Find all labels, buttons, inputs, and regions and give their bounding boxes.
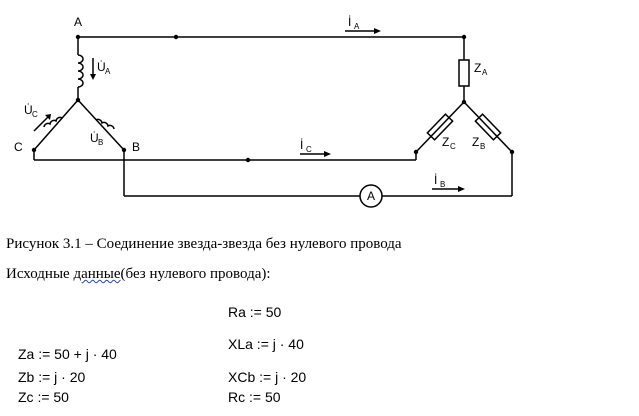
given-rest: (без нулевого провода): xyxy=(120,266,271,282)
junction-dot xyxy=(246,158,250,162)
node-c-label: C xyxy=(14,140,23,154)
current-c-label: İ xyxy=(300,138,304,152)
formula-xla: XLa := j · 40 xyxy=(228,336,304,352)
formula-ra: Ra := 50 xyxy=(228,304,282,320)
zb-sub: B xyxy=(480,142,486,151)
voltage-a-sub: A xyxy=(105,67,111,76)
node-a-label: A xyxy=(74,15,83,29)
formula-xcb: XCb := j · 20 xyxy=(228,369,307,385)
junction-dot xyxy=(414,150,418,154)
zc-label: Z xyxy=(442,135,450,149)
za-label: Z xyxy=(474,61,482,75)
voltage-b-sub: B xyxy=(98,138,104,147)
figure-caption: Рисунок 3.1 – Соединение звезда-звезда без нулевого провода xyxy=(6,236,402,252)
current-b-sub: B xyxy=(440,180,446,189)
ammeter-label: A xyxy=(367,189,376,203)
junction-dot xyxy=(32,148,36,152)
junction-dot xyxy=(122,148,126,152)
resistor-za xyxy=(459,60,469,86)
za-sub: A xyxy=(482,68,488,77)
source-coil-b xyxy=(96,119,114,129)
junction-dot xyxy=(510,150,514,154)
current-c-sub: C xyxy=(306,145,312,154)
voltage-b-label: U̇ xyxy=(90,131,99,145)
junction-dot xyxy=(462,100,466,104)
zc-sub: C xyxy=(450,142,456,151)
current-b-arrowhead xyxy=(458,186,465,192)
current-b-label: İ xyxy=(434,173,438,187)
current-a-label: İ xyxy=(348,15,352,29)
formula-rc: Rc := 50 xyxy=(228,389,281,405)
formula-zb: Zb := j · 20 xyxy=(18,369,86,385)
node-b-label: B xyxy=(132,140,141,154)
wire-load-c xyxy=(416,102,464,152)
junction-dot xyxy=(76,98,80,102)
source-coil-a xyxy=(78,55,83,87)
junction-dot xyxy=(174,35,178,39)
voltage-c-label: U̇ xyxy=(24,103,33,117)
current-c-arrowhead xyxy=(324,151,331,157)
given-data-heading xyxy=(6,266,271,283)
junction-dot xyxy=(462,35,466,39)
formula-zc: Zc := 50 xyxy=(18,389,69,405)
zb-label: Z xyxy=(472,135,480,149)
junction-dot xyxy=(76,35,80,39)
formula-za: Za := 50 + j · 40 xyxy=(18,346,117,362)
voltage-c-sub: C xyxy=(32,110,38,119)
current-a-arrowhead xyxy=(374,28,381,34)
voltage-a-arrowhead xyxy=(90,74,96,80)
given-word-1: Исходные xyxy=(6,266,70,282)
current-a-sub: A xyxy=(354,22,360,31)
given-word-2: данные xyxy=(73,266,121,282)
voltage-a-label: U̇ xyxy=(97,60,106,74)
